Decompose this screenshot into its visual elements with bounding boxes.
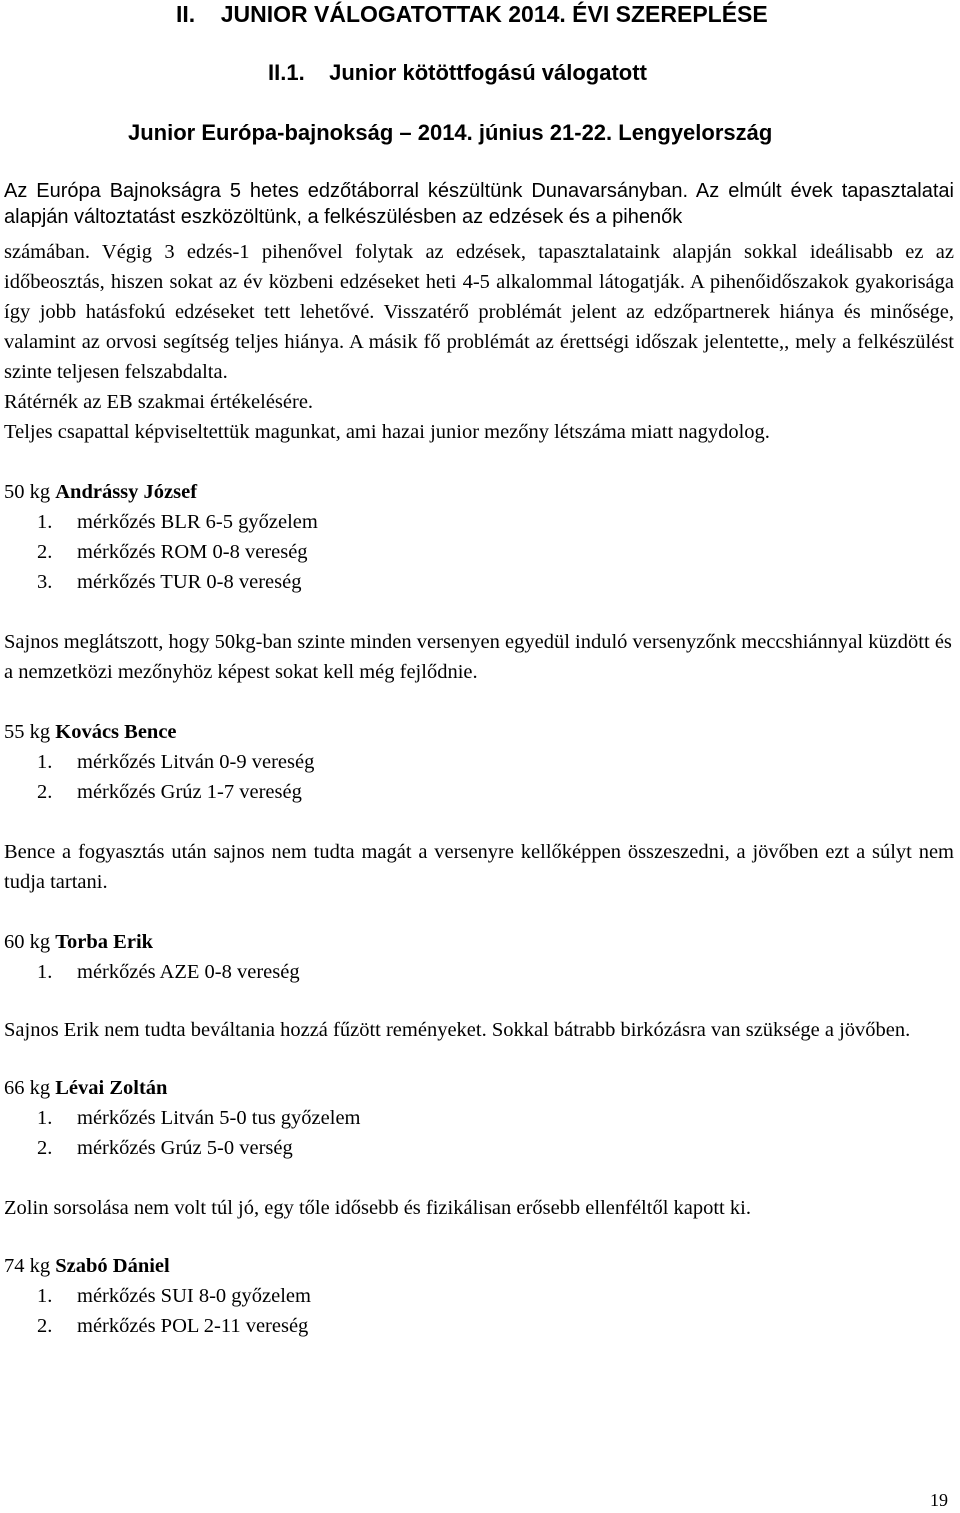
weight-class: 60 kg [4, 931, 51, 953]
report-body [4, 237, 954, 1341]
match-number: 2. [37, 781, 53, 803]
chapter-heading: II. JUNIOR VÁLOGATOTTAK 2014. ÉVI SZEREPLÉSE [176, 1, 768, 27]
wrestler-heading [4, 717, 954, 747]
event-heading: Junior Európa-bajnokság – 2014. június 21-22. Lengyelország [128, 120, 773, 145]
match-number: 2. [37, 541, 53, 563]
wrestler-section [4, 927, 954, 1045]
match-number: 1. [37, 961, 53, 983]
wrestler-heading [4, 1073, 954, 1103]
intro-paragraph-3: Rátérnék az EB szakmai értékelésére. [4, 391, 314, 413]
wrestler-comment: Bence a fogyasztás után sajnos nem tudta magát a versenyre kellőképpen összeszedni, a jövőben ezt a súlyt nem tudja tartani. [4, 841, 954, 893]
match-result: mérkőzés POL 2-11 vereség [77, 1315, 309, 1337]
page-number: 19 [930, 1490, 948, 1510]
match-list [4, 957, 954, 987]
intro-paragraph-1: Az Európa Bajnokságra 5 hetes edzőtáborral készültünk Dunavarsányban. Az elmúlt évek tapasztalatai alapján változtatást eszközöltünk, a felkészülésben az edzések és a pihenők [4, 180, 954, 228]
match-item [4, 1103, 954, 1133]
wrestler-comment: Sajnos meglátszott, hogy 50kg-ban szinte minden versenyen egyedül induló versenyzőnk meccshiánnyal küzdött és a nemzetközi mezőnyhöz képest sokat kell még fejlődnie. [4, 631, 952, 683]
wrestler-section [4, 1251, 954, 1341]
match-number: 1. [37, 1285, 53, 1307]
match-item [4, 1133, 954, 1163]
section-heading: II.1. Junior kötöttfogású válogatott [268, 60, 647, 85]
wrestler-section [4, 477, 954, 687]
wrestler-name: Torba Erik [55, 931, 154, 953]
wrestler-comment: Sajnos Erik nem tudta beváltania hozzá fűzött reményeket. Sokkal bátrabb birkózásra van szüksége a jövőben. [4, 1019, 911, 1041]
match-list [4, 1281, 954, 1341]
match-item [4, 1281, 954, 1311]
weight-class: 50 kg [4, 481, 51, 503]
wrestler-name: Szabó Dániel [55, 1255, 170, 1277]
weight-class: 74 kg [4, 1255, 51, 1277]
wrestler-section [4, 717, 954, 897]
match-list [4, 747, 954, 807]
match-result: mérkőzés Litván 0-9 vereség [77, 751, 315, 773]
match-result: mérkőzés TUR 0-8 vereség [77, 571, 302, 593]
match-result: mérkőzés BLR 6-5 győzelem [77, 511, 318, 533]
match-item [4, 777, 954, 807]
match-list [4, 1103, 954, 1163]
match-item [4, 957, 954, 987]
intro-paragraph-2: számában. Végig 3 edzés-1 pihenővel folytak az edzések, tapasztalataink alapján sokkal ideálisabb ez az időbeosztás, hiszen sokat az év közbeni edzéseket heti 4-5 alkalommal látogatják. A pihenőidőszakok gyakorisága így jobb hatásfokú edzéseket tett lehetővé. Visszatérő problémát jelent az edzőpartnerek hiánya és minősége, valamint az orvosi segítség teljes hiánya. A másik fő problémát az érettségi időszak jelentette,, mely a felkészülést szinte teljesen felszabdalta. [4, 241, 954, 383]
wrestler-comment: Zolin sorsolása nem volt túl jó, egy tőle idősebb és fizikálisan erősebb ellenféltől kapott ki. [4, 1197, 751, 1219]
wrestler-name: Kovács Bence [55, 721, 177, 743]
wrestler-name: Lévai Zoltán [55, 1077, 168, 1099]
match-result: mérkőzés AZE 0-8 vereség [77, 961, 300, 983]
match-number: 1. [37, 1107, 53, 1129]
match-result: mérkőzés SUI 8-0 győzelem [77, 1285, 311, 1307]
intro-paragraph-4: Teljes csapattal képviseltettük magunkat, ami hazai junior mezőny létszáma miatt nagydolog. [4, 421, 770, 443]
match-result: mérkőzés Grúz 5-0 verség [77, 1137, 293, 1159]
match-number: 3. [37, 571, 53, 593]
match-item [4, 537, 954, 567]
match-result: mérkőzés Litván 5-0 tus győzelem [77, 1107, 361, 1129]
wrestler-name: Andrássy József [55, 481, 198, 503]
match-result: mérkőzés ROM 0-8 vereség [77, 541, 308, 563]
match-number: 1. [37, 511, 53, 533]
match-result: mérkőzés Grúz 1-7 vereség [77, 781, 302, 803]
match-item [4, 747, 954, 777]
wrestler-section [4, 1073, 954, 1223]
weight-class: 66 kg [4, 1077, 51, 1099]
match-number: 1. [37, 751, 53, 773]
match-list [4, 507, 954, 597]
match-number: 2. [37, 1137, 53, 1159]
match-item [4, 507, 954, 537]
match-item [4, 567, 954, 597]
weight-class: 55 kg [4, 721, 51, 743]
wrestler-heading [4, 1251, 954, 1281]
wrestler-heading [4, 927, 954, 957]
wrestler-heading [4, 477, 954, 507]
match-item [4, 1311, 954, 1341]
match-number: 2. [37, 1315, 53, 1337]
